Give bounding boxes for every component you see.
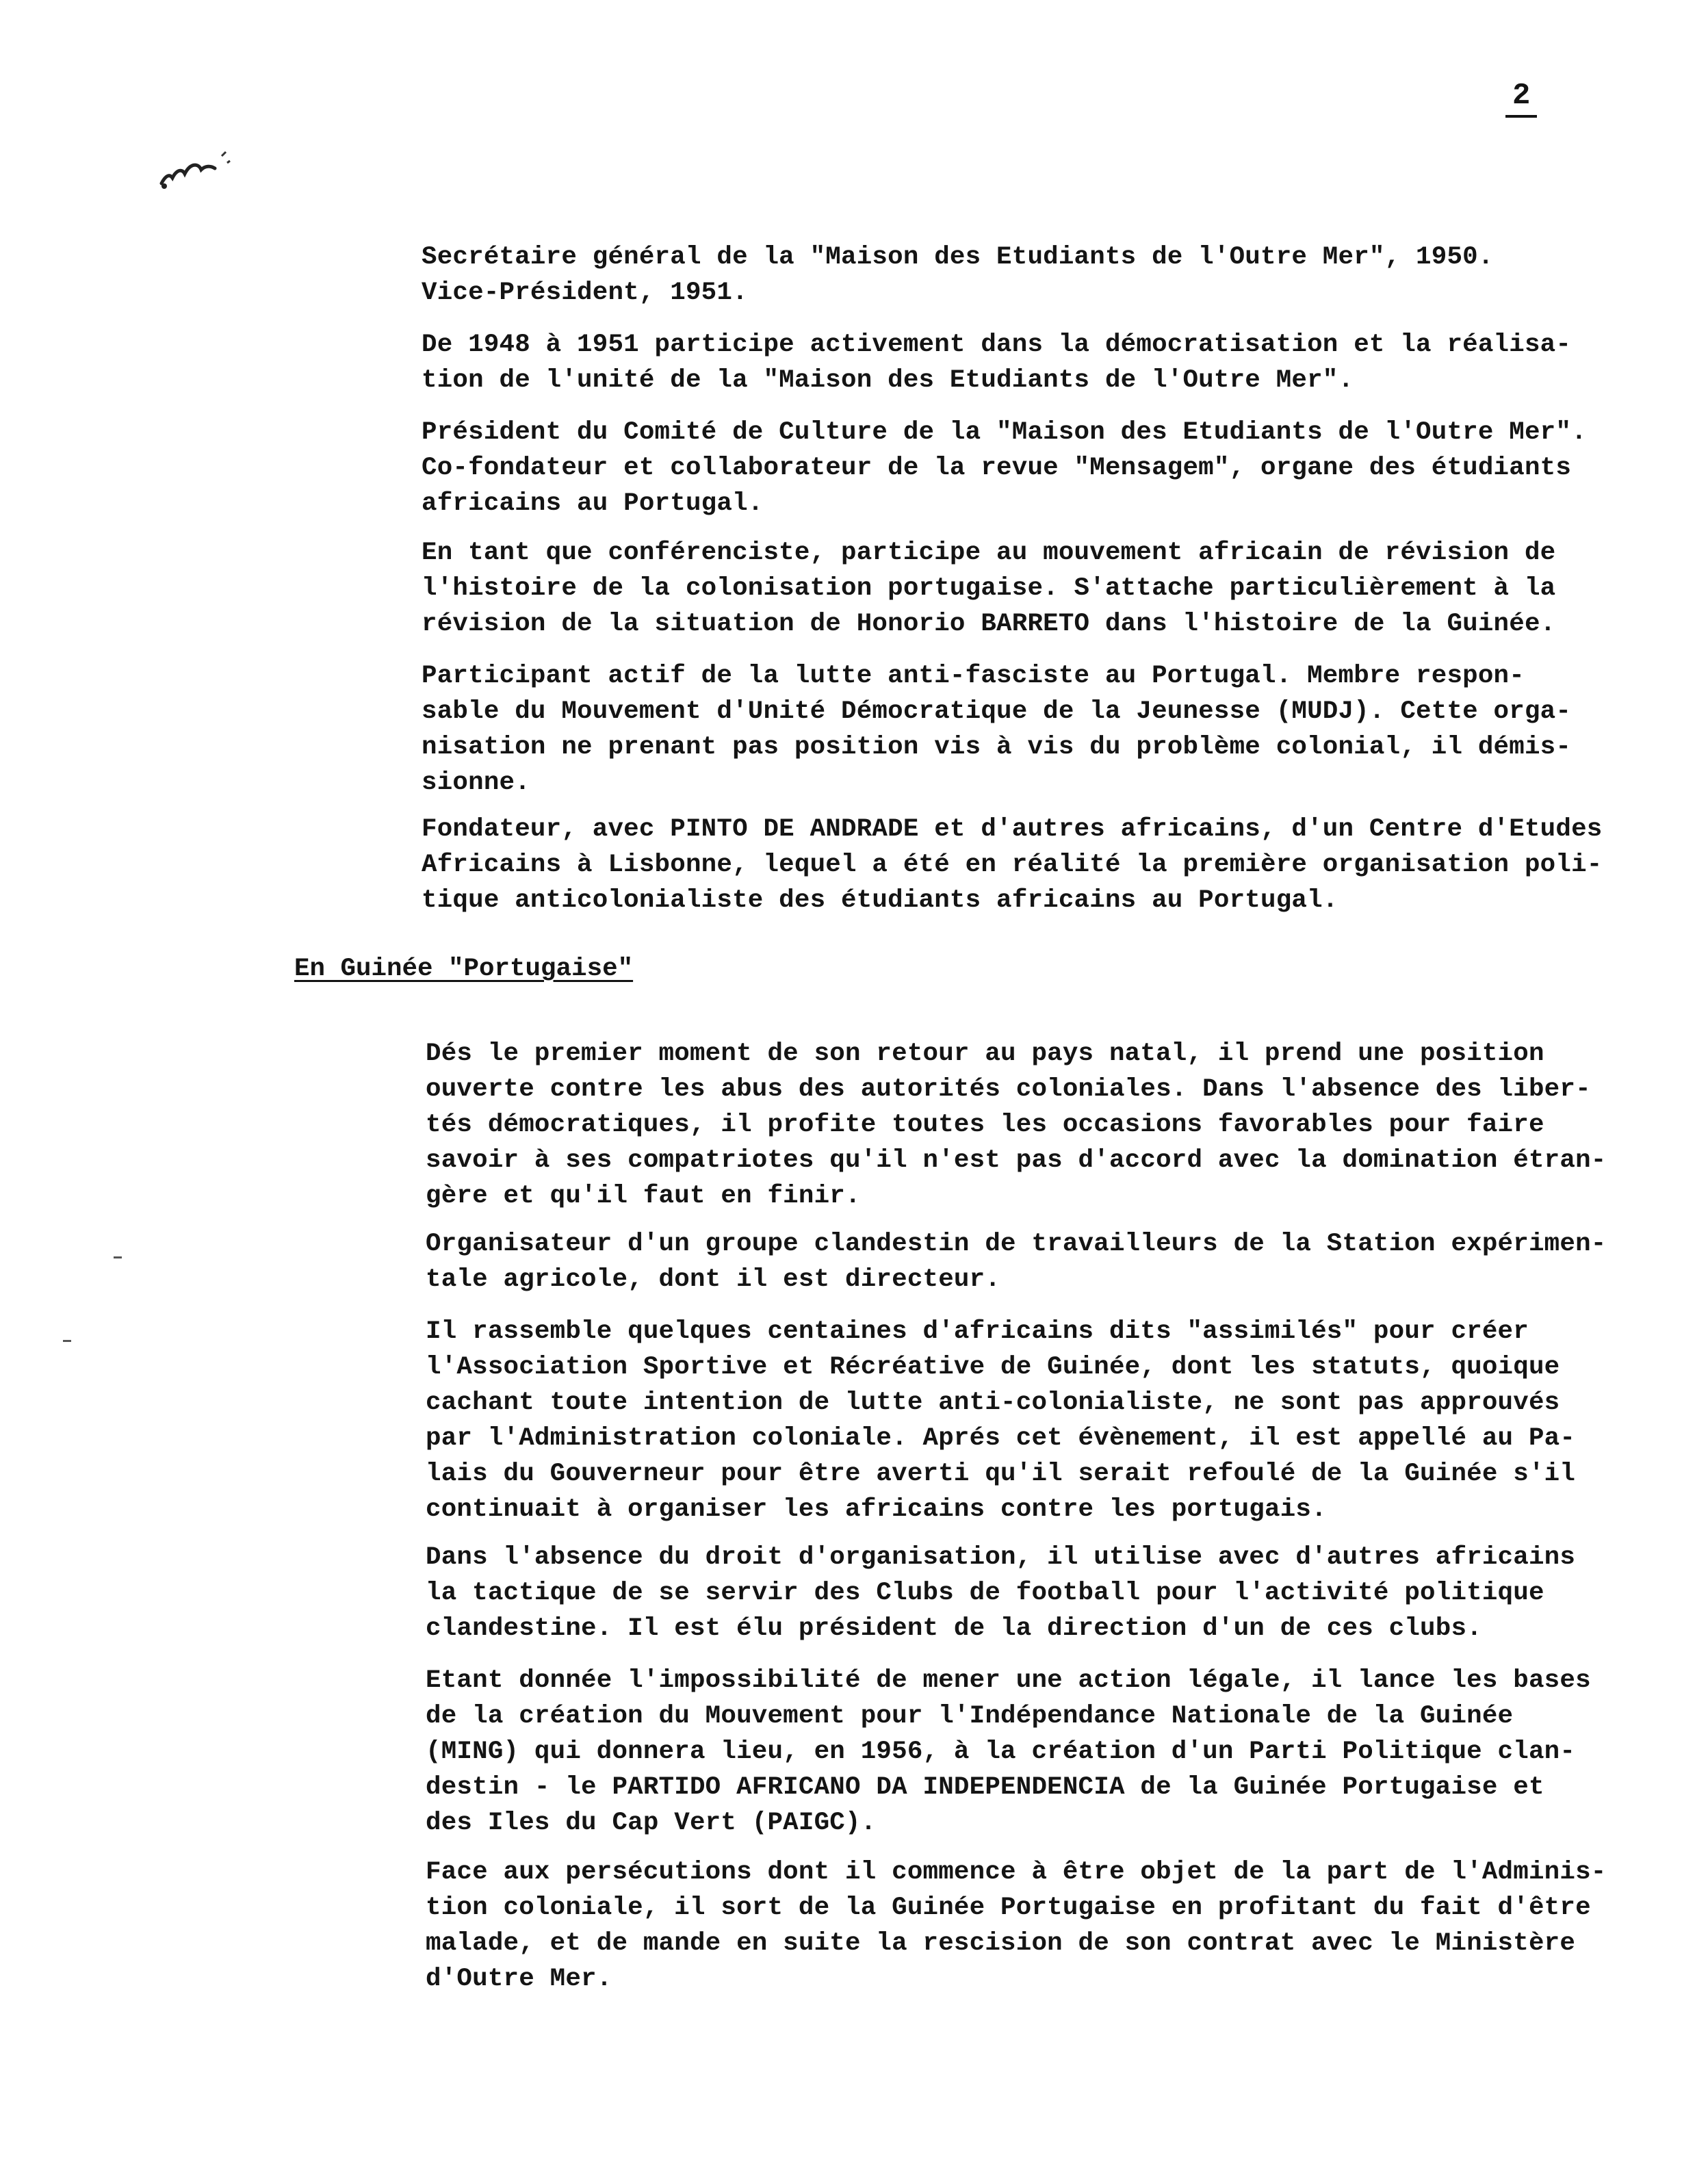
- paragraph-democratisation: De 1948 à 1951 participe activement dans la démocratisation et la réalisa- tion de l'unité de la "Maison des Etudiants de l'Outre Mer".: [422, 331, 1572, 395]
- handwritten-mark: [156, 135, 238, 190]
- paragraph-association: Il rassemble quelques centaines d'africains dits "assimilés" pour créer l'Association Sportive et Récréative de Guinée, dont les statuts, quoique cachant toute intention de lutte anti-colonialiste, ne sont pas approuvés par l'Administration coloniale. Aprés cet évènement, il est appellé au Pa- lais du Gouverneur pour être averti qu'il serait refoulé de la Guinée s'il continuait à organiser les africains contre les portugais.: [426, 1317, 1576, 1524]
- paragraph-clandestine-group: Organisateur d'un groupe clandestin de travailleurs de la Station expérimen- tale agricole, dont il est directeur.: [426, 1230, 1607, 1294]
- paragraph-lecturer: En tant que conférenciste, participe au mouvement africain de révision de l'histoire de la colonisation portugaise. S'attache particulièrement à la révision de la situation de Honorio BARRETO dans l'histoire de la Guinée.: [422, 539, 1556, 638]
- paragraph-persecutions: Face aux persécutions dont il commence à être objet de la part de l'Adminis- tion coloniale, il sort de la Guinée Portugaise en profitant du fait d'être malade, et de mande en suite la rescision de son contrat avec le Ministère d'Outre Mer.: [426, 1858, 1607, 1993]
- paragraph-football-clubs: Dans l'absence du droit d'organisation, il utilise avec d'autres africains la tactique de se servir des Clubs de football pour l'activité politique clandestine. Il est élu président de la direction d'un de ces clubs.: [426, 1543, 1576, 1643]
- paragraph-maison-secretary: Secrétaire général de la "Maison des Etudiants de l'Outre Mer", 1950. Vice-Président, 1951.: [422, 243, 1494, 307]
- paragraph-ming-paigc: Etant donnée l'impossibilité de mener une action légale, il lance les bases de la création du Mouvement pour l'Indépendance Nationale de la Guinée (MING) qui donnera lieu, en 1956, à la création d'un Parti Politique clan- destin - le PARTIDO AFRICANO DA INDEPENDENCIA de la Guinée Portugaise et des Iles du Cap Vert (PAIGC).: [426, 1666, 1591, 1837]
- paragraph-anti-fascist: Participant actif de la lutte anti-fasciste au Portugal. Membre respon- sable du Mouvement d'Unité Démocratique de la Jeunesse (MUDJ). Cette orga- nisation ne prenant pas position vis à vis du problème colonial, il démis- sionne.: [422, 662, 1572, 797]
- paragraph-return-home: Dés le premier moment de son retour au pays natal, il prend une position ouverte contre les abus des autorités coloniales. Dans l'absence des liber- tés démocratiques, il profite toutes les occasions favorables pour faire savoir à ses compatriotes qu'il n'est pas d'accord avec la domination étran- gère et qu'il faut en finir.: [426, 1039, 1607, 1211]
- paragraph-study-centre: Fondateur, avec PINTO DE ANDRADE et d'autres africains, d'un Centre d'Etudes Africains à Lisbonne, lequel a été en réalité la première organisation poli- tique anticolonialiste des étudiants africains au Portugal.: [422, 815, 1603, 915]
- margin-mark: [63, 1340, 71, 1342]
- margin-mark: [114, 1256, 122, 1258]
- section-heading: En Guinée "Portugaise": [294, 955, 634, 983]
- paragraph-culture-committee: Président du Comité de Culture de la "Maison des Etudiants de l'Outre Mer". Co-fondateur et collaborateur de la revue "Mensagem", organe des étudiants africains au Portugal.: [422, 418, 1587, 518]
- page-number: 2: [1505, 77, 1537, 118]
